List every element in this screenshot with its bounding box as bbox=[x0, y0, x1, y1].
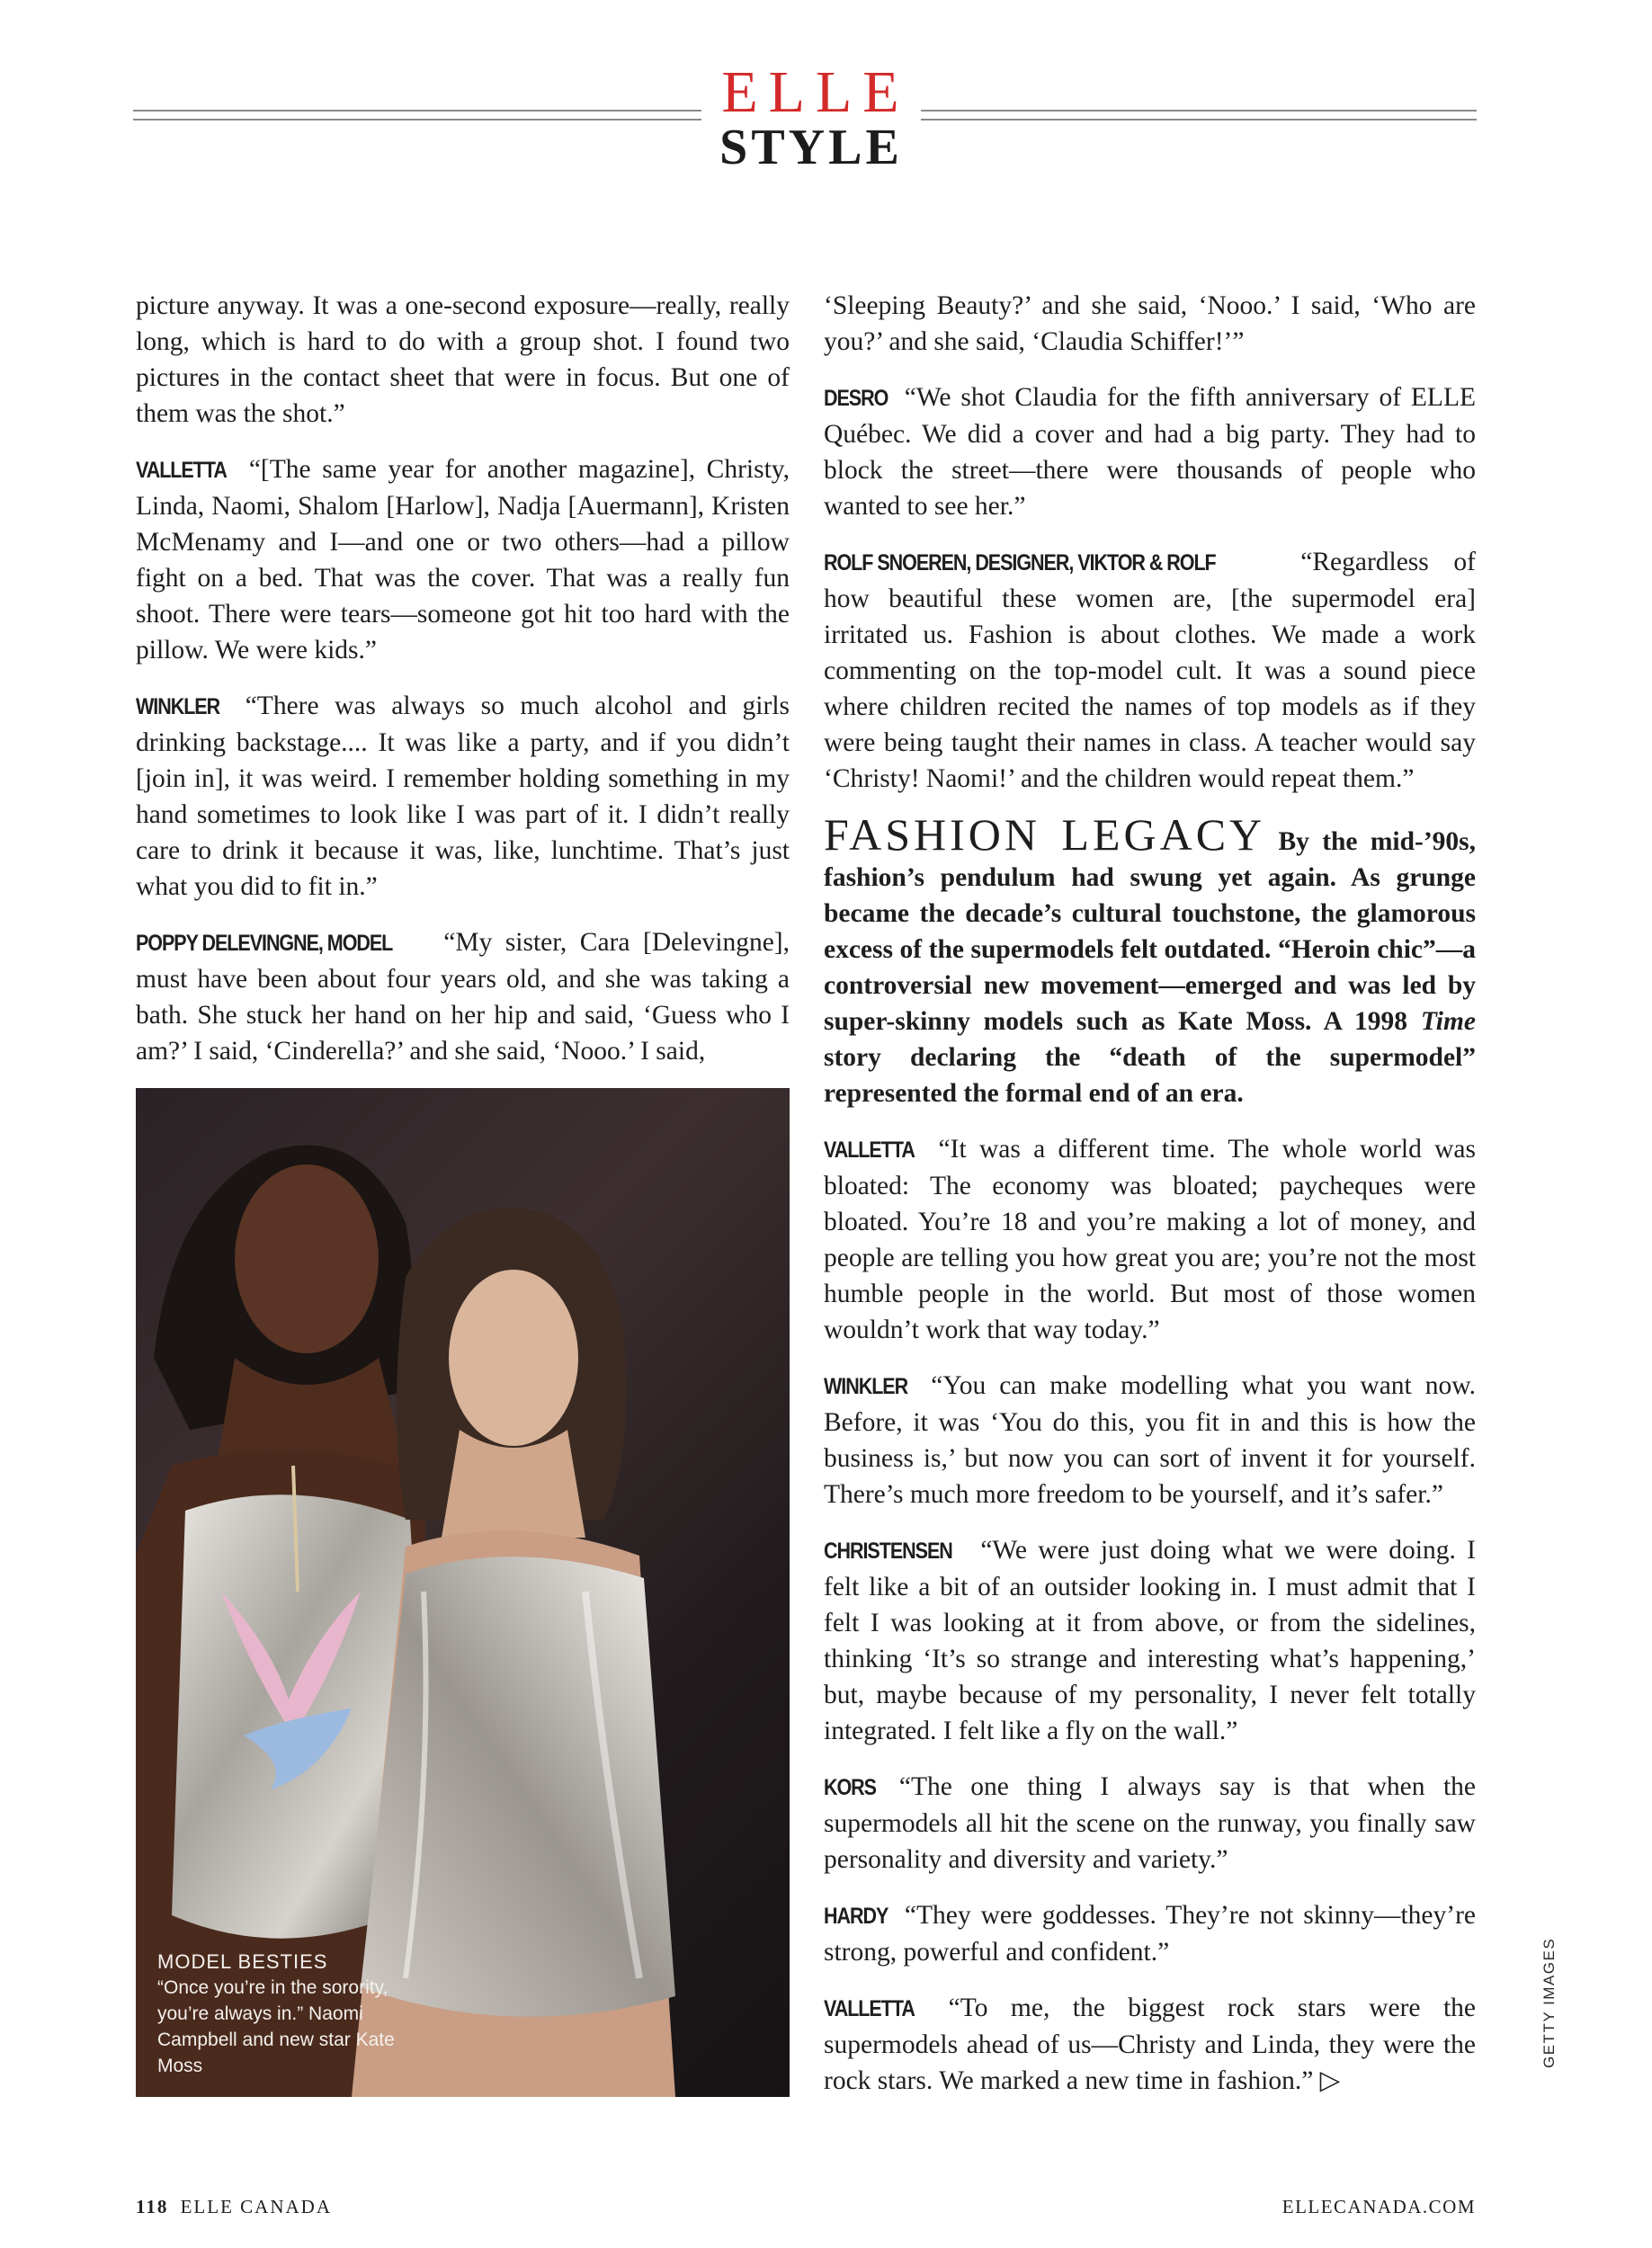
quote-text: “We were just doing what we were doing. I felt like a bit of an outsider looking in. I must admit that I felt I was looking at it from above, or from the sidelines, thinking ‘It’s so strange and interesting what’s happening,’ but, maybe because of my personality, I never felt totally integrated. I felt like a fly on the wall.” bbox=[824, 1536, 1476, 1745]
speaker-name: HARDY bbox=[824, 1904, 889, 1929]
photo-credit bbox=[1540, 1915, 1560, 2068]
quote-paragraph bbox=[136, 451, 790, 668]
photo-illustration bbox=[136, 1088, 790, 2097]
quote-text: “It was a different time. The whole world was bloated: The economy was bloated; paycheques were bloated. You’re 18 and you’re making a lot of money, and people are telling you how great you are; you’re not the most humble people in the world. But most of those women wouldn’t work that way today.” bbox=[824, 1135, 1476, 1344]
quote-paragraph bbox=[824, 1131, 1476, 1348]
quote-paragraph bbox=[824, 379, 1476, 524]
masthead-section: STYLE bbox=[719, 120, 903, 175]
quote-paragraph bbox=[824, 1368, 1476, 1512]
caption-text: “Once you’re in the sorority, you’re always in.” Naomi Campbell and new star Kate Moss bbox=[157, 1977, 395, 2076]
speaker-name: CHRISTENSEN bbox=[824, 1539, 952, 1564]
quote-paragraph bbox=[136, 924, 790, 1069]
quote-paragraph bbox=[824, 288, 1476, 360]
speaker-name: ROLF SNOEREN, DESIGNER, VIKTOR & ROLF bbox=[824, 550, 1216, 575]
masthead-rule-right bbox=[921, 110, 1477, 120]
quote-text: “Regardless of how beautiful these women are, [the supermodel era] irritated us. Fashion is about clothes. We made a work commenting on the top-model cult. It was a sound piece where children recited the names of top models as if they were being taught their names in class. A teacher would say ‘Christy! Naomi!’ and the children would repeat them.” bbox=[824, 548, 1476, 793]
section-intro-italic: Time bbox=[1420, 1007, 1476, 1036]
left-column bbox=[136, 288, 790, 1089]
quote-text: ‘Sleeping Beauty?’ and she said, ‘Nooo.’ I said, ‘Who are you?’ and she said, ‘Claudia Schiffer!’” bbox=[824, 291, 1476, 356]
photo-credit-text: GETTY IMAGES bbox=[1540, 1937, 1558, 2068]
section-intro-end: story declaring the “death of the supermodel” represented the formal end of an era. bbox=[824, 1043, 1476, 1108]
masthead-rule-left bbox=[133, 110, 701, 120]
fashion-legacy-section bbox=[824, 809, 1476, 1111]
quote-text: “You can make modelling what you want now. Before, it was ‘You do this, you fit in and this is how the business is,’ but now you can sort of invent it for yourself. There’s much more freedom to be yourself, and it’s safer.” bbox=[824, 1371, 1477, 1509]
quote-text: “They were goddesses. They’re not skinny—they’re strong, powerful and confident.” bbox=[824, 1901, 1477, 1967]
photo-caption bbox=[157, 1949, 427, 2079]
speaker-name: WINKLER bbox=[136, 694, 220, 719]
quote-paragraph bbox=[824, 1769, 1476, 1878]
quote-paragraph bbox=[824, 1990, 1476, 2099]
masthead-brand: ELLE bbox=[721, 59, 910, 125]
quote-text: “We shot Claudia for the fifth anniversary of ELLE Québec. We did a cover and had a big party. They had to block the street—there were thousands of people who wanted to see her.” bbox=[824, 383, 1476, 521]
speaker-name: VALLETTA bbox=[824, 1996, 915, 2021]
quote-text: “To me, the biggest rock stars were the supermodels ahead of us—Christy and Linda, they were the rock stars. We marked a new time in fashion.” ▷ bbox=[824, 1994, 1476, 2095]
quote-paragraph bbox=[824, 1897, 1476, 1970]
quote-paragraph bbox=[824, 544, 1476, 797]
photo-naomi-kate bbox=[136, 1088, 790, 2097]
footer-website: ELLECANADA.COM bbox=[1281, 2196, 1476, 2217]
quote-text: picture anyway. It was a one-second exposure—really, really long, which is hard to do with a group shot. I found two pictures in the contact sheet that were in focus. But one of them was the shot.” bbox=[136, 291, 790, 428]
speaker-name: DESRO bbox=[824, 386, 889, 411]
speaker-name: VALLETTA bbox=[824, 1137, 915, 1163]
speaker-name: VALLETTA bbox=[136, 458, 227, 483]
footer-folio bbox=[136, 2196, 332, 2218]
quote-paragraph bbox=[136, 288, 790, 432]
quote-text: “The one thing I always say is that when the supermodels all hit the scene on the runway, you finally saw personality and diversity and variety.” bbox=[824, 1772, 1477, 1874]
magazine-name: ELLE CANADA bbox=[180, 2196, 332, 2217]
speaker-name: WINKLER bbox=[824, 1374, 908, 1399]
quote-paragraph bbox=[824, 1532, 1476, 1749]
quote-text: “My sister, Cara [Delevingne], must have been about four years old, and she was taking a bath. She stuck her hand on her hip and said, ‘Guess who I am?’ I said, ‘Cinderella?’ and she said, ‘Nooo.’ I said, bbox=[136, 928, 790, 1066]
speaker-name: KORS bbox=[824, 1775, 876, 1800]
caption-title: MODEL BESTIES bbox=[157, 1950, 328, 1973]
quote-text: “There was always so much alcohol and girls drinking backstage.... It was like a party, and if you didn’t [join in], it was weird. I remember holding something in my hand sometimes to look like I was part of it. I didn’t really care to drink it because it was, like, lunchtime. That’s just what you did to fit in.” bbox=[136, 691, 790, 901]
section-heading: FASHION LEGACY bbox=[824, 809, 1266, 860]
quote-paragraph bbox=[136, 688, 790, 905]
page-number: 118 bbox=[136, 2196, 169, 2217]
speaker-name: POPPY DELEVINGNE, MODEL bbox=[136, 931, 393, 956]
section-intro: By the mid-’90s, fashion’s pendulum had swung yet again. As grunge became the decade’s cultural touchstone, the glamorous excess of the supermodels felt outdated. “Heroin chic”—a controversial new movement—emerged and was led by super-skinny models such as Kate Moss. A 1998 bbox=[824, 827, 1476, 1036]
masthead bbox=[701, 59, 921, 175]
quote-text: “[The same year for another magazine], Christy, Linda, Naomi, Shalom [Harlow], Nadja [Auermann], Kristen McMenamy and I—and one or two others—had a pillow fight on a bed. That was the cover. That was a really fun shoot. There were tears—someone got hit too hard with the pillow. We were kids.” bbox=[136, 455, 790, 665]
right-column bbox=[824, 288, 1476, 2119]
